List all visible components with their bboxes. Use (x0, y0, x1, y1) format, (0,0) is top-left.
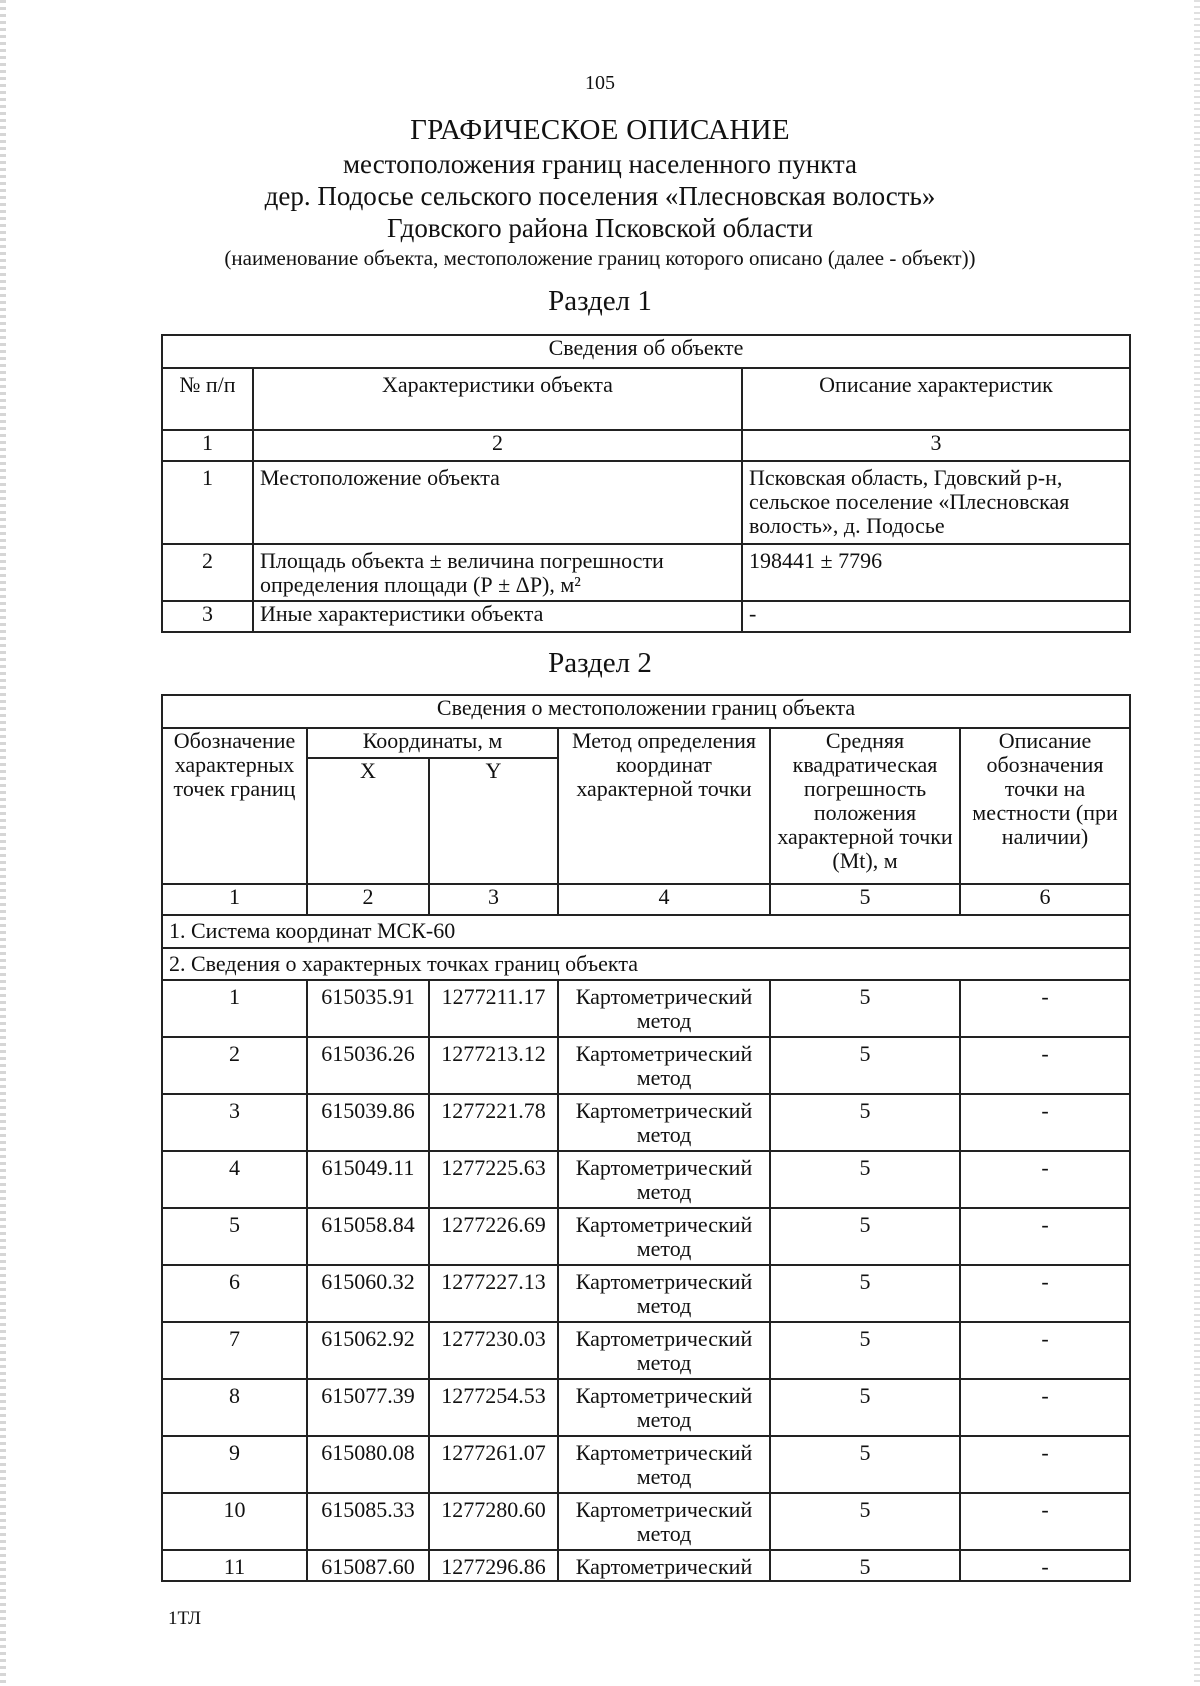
header-line-3: дер. Подосье сельского поселения «Плесновская волость» (264, 181, 936, 211)
characteristic-name: Иные характеристики объекта (253, 601, 742, 632)
point-x: 615058.84 (307, 1208, 429, 1265)
column-number: 3 (742, 430, 1130, 461)
row-number: 3 (162, 601, 253, 632)
characteristic-name: Площадь объекта ± величина погрешности определения площади (Р ± ΔР), м² (253, 544, 742, 601)
point-method: Картометрический метод (558, 980, 770, 1037)
points-body (162, 980, 1130, 1581)
point-method: Картометрический метод (558, 1322, 770, 1379)
point-id: 3 (162, 1094, 307, 1151)
point-id: 6 (162, 1265, 307, 1322)
point-id: 9 (162, 1436, 307, 1493)
point-error: 5 (770, 1151, 960, 1208)
point-x: 615036.26 (307, 1037, 429, 1094)
characteristic-value: 198441 ± 7796 (742, 544, 1130, 601)
table-row (162, 1094, 1130, 1151)
column-number: 2 (307, 884, 429, 915)
point-y: 1277296.86 (429, 1550, 558, 1581)
characteristic-name: Местоположение объекта (253, 461, 742, 544)
point-error: 5 (770, 1094, 960, 1151)
header-method: Метод определения координат характерной точки (558, 728, 770, 884)
point-x: 615049.11 (307, 1151, 429, 1208)
point-id: 5 (162, 1208, 307, 1265)
point-x: 615039.86 (307, 1094, 429, 1151)
point-id: 11 (162, 1550, 307, 1581)
point-description: - (960, 980, 1130, 1037)
header-cell: Описание характеристик (742, 368, 1130, 430)
point-y: 1277226.69 (429, 1208, 558, 1265)
header-line-2: местоположения границ населенного пункта (342, 149, 858, 179)
point-method: Картометрический метод (558, 1436, 770, 1493)
object-info-table (161, 334, 1131, 633)
point-error: 5 (770, 1208, 960, 1265)
header-description: Описание обозначения точки на местности (при наличии) (960, 728, 1130, 884)
boundary-points-table (161, 694, 1131, 1582)
header-y: Y (429, 758, 558, 884)
point-id: 2 (162, 1037, 307, 1094)
row-number: 2 (162, 544, 253, 601)
header-x: X (307, 758, 429, 884)
point-description: - (960, 1265, 1130, 1322)
points-caption: 2. Сведения о характерных точках границ объекта (162, 948, 1130, 980)
page-number: 105 (585, 72, 615, 94)
column-number: 5 (770, 884, 960, 915)
point-x: 615087.60 (307, 1550, 429, 1581)
point-id: 7 (162, 1322, 307, 1379)
point-description: - (960, 1550, 1130, 1581)
header-coordinates: Координаты, м (307, 728, 558, 758)
table-row (162, 1493, 1130, 1550)
table-row (162, 1436, 1130, 1493)
point-y: 1277261.07 (429, 1436, 558, 1493)
point-x: 615080.08 (307, 1436, 429, 1493)
point-x: 615060.32 (307, 1265, 429, 1322)
point-error: 5 (770, 1493, 960, 1550)
header-error: Средняя квадратическая погрешность положения характерной точки (Mt), м (770, 728, 960, 884)
section-1-title: Раздел 1 (548, 285, 652, 317)
point-method: Картометрический (558, 1550, 770, 1581)
point-description: - (960, 1493, 1130, 1550)
point-y: 1277221.78 (429, 1094, 558, 1151)
point-id: 8 (162, 1379, 307, 1436)
point-y: 1277254.53 (429, 1379, 558, 1436)
header-cell: № п/п (162, 368, 253, 430)
table-caption: Сведения об объекте (162, 335, 1130, 368)
header-cell: Характеристики объекта (253, 368, 742, 430)
header-note: (наименование объекта, местоположение границ которого описано (далее - объект)) (224, 246, 976, 270)
row-number: 1 (162, 461, 253, 544)
point-error: 5 (770, 1436, 960, 1493)
table-row (162, 1151, 1130, 1208)
point-y: 1277230.03 (429, 1322, 558, 1379)
point-method: Картометрический метод (558, 1151, 770, 1208)
table-row (162, 1550, 1130, 1581)
footer-mark: 1ТЛ (168, 1608, 202, 1629)
point-method: Картометрический метод (558, 1493, 770, 1550)
table-row (162, 980, 1130, 1037)
point-description: - (960, 1151, 1130, 1208)
coordinate-system: 1. Система координат МСК-60 (162, 915, 1130, 948)
point-id: 4 (162, 1151, 307, 1208)
point-description: - (960, 1094, 1130, 1151)
point-error: 5 (770, 1550, 960, 1581)
point-description: - (960, 1208, 1130, 1265)
point-y: 1277211.17 (429, 980, 558, 1037)
header-line-4: Гдовского района Псковской области (387, 213, 813, 243)
point-method: Картометрический метод (558, 1208, 770, 1265)
column-number: 6 (960, 884, 1130, 915)
table-caption: Сведения о местоположении границ объекта (162, 695, 1130, 728)
point-method: Картометрический метод (558, 1037, 770, 1094)
document-title: ГРАФИЧЕСКОЕ ОПИСАНИЕ (410, 114, 790, 146)
column-number: 3 (429, 884, 558, 915)
point-x: 615062.92 (307, 1322, 429, 1379)
point-x: 615085.33 (307, 1493, 429, 1550)
document-header (0, 112, 1200, 272)
table-row (162, 1322, 1130, 1379)
column-number: 4 (558, 884, 770, 915)
characteristic-value: Псковская область, Гдовский р-н, сельское поселение «Плесновская волость», д. Подосье (742, 461, 1130, 544)
point-id: 10 (162, 1493, 307, 1550)
point-method: Картометрический метод (558, 1265, 770, 1322)
point-error: 5 (770, 1037, 960, 1094)
point-y: 1277225.63 (429, 1151, 558, 1208)
point-y: 1277213.12 (429, 1037, 558, 1094)
table-row (162, 1037, 1130, 1094)
point-x: 615077.39 (307, 1379, 429, 1436)
column-number: 1 (162, 430, 253, 461)
characteristic-value: - (742, 601, 1130, 632)
point-error: 5 (770, 980, 960, 1037)
column-number: 1 (162, 884, 307, 915)
point-description: - (960, 1322, 1130, 1379)
point-y: 1277280.60 (429, 1493, 558, 1550)
point-description: - (960, 1379, 1130, 1436)
point-method: Картометрический метод (558, 1379, 770, 1436)
point-method: Картометрический метод (558, 1094, 770, 1151)
point-description: - (960, 1436, 1130, 1493)
column-number: 2 (253, 430, 742, 461)
section-2-title: Раздел 2 (548, 647, 652, 679)
point-x: 615035.91 (307, 980, 429, 1037)
point-y: 1277227.13 (429, 1265, 558, 1322)
table-row (162, 1208, 1130, 1265)
point-error: 5 (770, 1322, 960, 1379)
table-row (162, 1379, 1130, 1436)
point-error: 5 (770, 1265, 960, 1322)
point-description: - (960, 1037, 1130, 1094)
point-id: 1 (162, 980, 307, 1037)
table-row (162, 1265, 1130, 1322)
header-designation: Обозначение характерных точек границ (162, 728, 307, 884)
point-error: 5 (770, 1379, 960, 1436)
